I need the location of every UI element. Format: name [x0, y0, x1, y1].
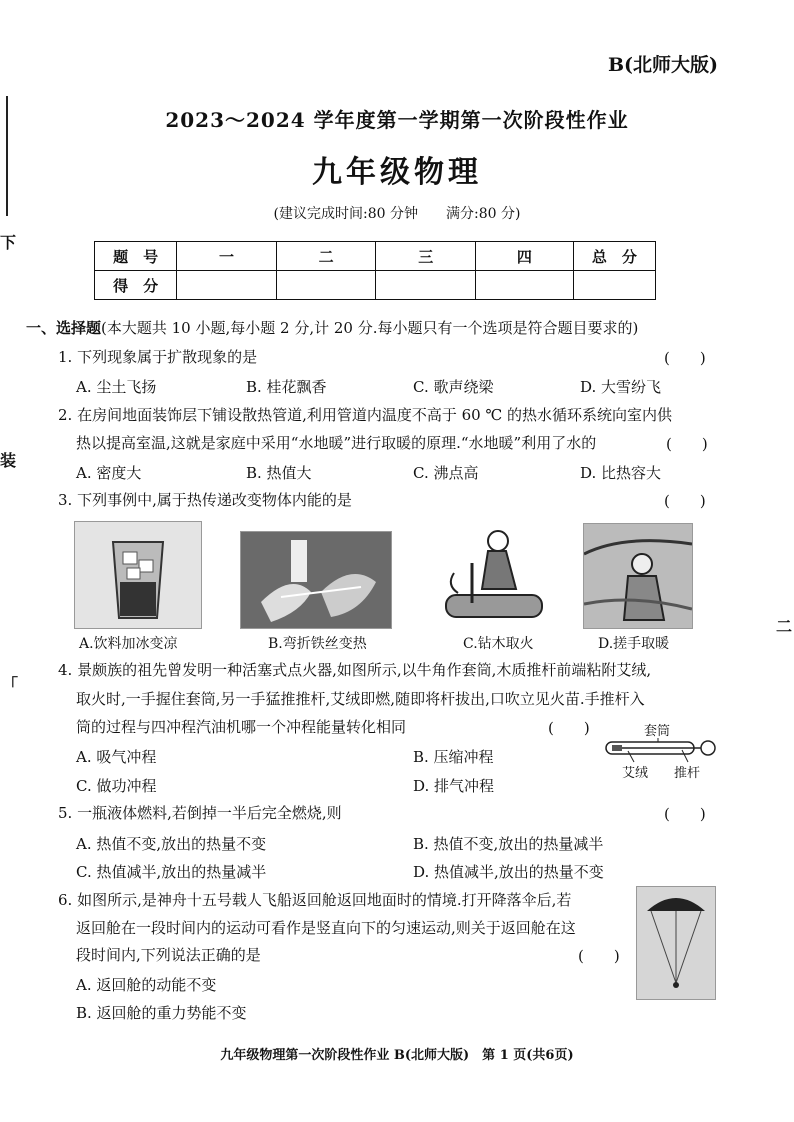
section-desc: (本大题共 10 小题,每小题 2 分,计 20 分.每小题只有一个选项是符合题目要求的): [101, 319, 639, 337]
answer-paren[interactable]: ( ): [666, 435, 708, 453]
page-footer: 九年级物理第一次阶段性作业 B(北师大版) 第 1 页(共6页): [220, 1048, 574, 1063]
table-cell: 得 分: [95, 271, 177, 300]
option: C. 沸点高: [413, 464, 479, 482]
option: D. 比热容大: [580, 464, 662, 482]
table-cell: 题 号: [95, 242, 177, 271]
edition-label: B(北师大版): [607, 54, 718, 76]
question-stem: 筒的过程与四冲程汽油机哪一个冲程能量转化相同: [76, 718, 407, 736]
question-stem: 取火时,一手握住套筒,另一手猛推推杆,艾绒即燃,随即将杆拔出,口吹立见火苗.手推杆入: [76, 690, 645, 708]
table-cell: 一: [177, 242, 277, 271]
answer-paren[interactable]: ( ): [578, 947, 620, 965]
answer-paren[interactable]: ( ): [664, 805, 706, 823]
option: A. 密度大: [76, 464, 142, 482]
table-cell: 三: [376, 242, 476, 271]
table-cell: 四: [476, 242, 574, 271]
figure-label: 套筒: [644, 724, 671, 739]
option: B. 桂花飘香: [246, 378, 327, 396]
score-cell[interactable]: [177, 271, 277, 300]
option: B. 热值不变,放出的热量减半: [413, 835, 604, 853]
exam-title: 2023～2024 学年度第一学期第一次阶段性作业: [165, 108, 629, 132]
image-caption: A.饮料加冰变凉: [79, 636, 178, 652]
image-caption: D.搓手取暖: [598, 636, 670, 652]
fire-piston-drawing: [604, 720, 724, 782]
section-title: 一、选择题: [26, 319, 102, 337]
answer-paren[interactable]: ( ): [548, 719, 590, 737]
option: D. 排气冲程: [413, 777, 495, 795]
question-stem: 6. 如图所示,是神舟十五号载人飞船返回舱返回地面时的情境.打开降落伞后,若: [58, 891, 572, 909]
rubbing-hands-image: [583, 523, 693, 629]
iced-drink-image: [74, 521, 202, 629]
question-stem: 3. 下列事例中,属于热传递改变物体内能的是: [58, 491, 352, 509]
score-cell[interactable]: [476, 271, 574, 300]
option: D. 大雪纷飞: [580, 378, 662, 396]
question-stem: 返回舱在一段时间内的运动可看作是竖直向下的匀速运动,则关于返回舱在这: [76, 919, 576, 937]
option: B. 热值大: [246, 464, 312, 482]
section-heading: [26, 317, 638, 338]
margin-mark: 下: [0, 233, 17, 252]
margin-mark: 「: [2, 675, 19, 694]
score-cell[interactable]: [276, 271, 376, 300]
table-row: [95, 242, 656, 271]
question-stem: 段时间内,下列说法正确的是: [76, 946, 261, 964]
option: A. 热值不变,放出的热量不变: [76, 835, 267, 853]
option: C. 歌声绕梁: [413, 378, 494, 396]
score-cell[interactable]: [376, 271, 476, 300]
figure-label: 推杆: [674, 766, 701, 781]
margin-mark: 装: [0, 451, 17, 470]
question-stem: 热以提高室温,这就是家庭中采用“水地暖”进行取暖的原理.“水地暖”利用了水的: [76, 434, 597, 452]
exam-info: (建议完成时间:80 分钟 满分:80 分): [273, 206, 521, 222]
fire-piston-figure: [604, 720, 724, 782]
option: C. 做功冲程: [76, 777, 157, 795]
option: B. 返回舱的重力势能不变: [76, 1004, 247, 1022]
image-caption: B.弯折铁丝变热: [268, 636, 367, 652]
image-caption: C.钻木取火: [463, 636, 534, 652]
question-stem: 4. 景颇族的祖先曾发明一种活塞式点火器,如图所示,以牛角作套筒,木质推杆前端粘附艾绒,: [58, 661, 652, 679]
question-stem: 5. 一瓶液体燃料,若倒掉一半后完全燃烧,则: [58, 804, 342, 822]
answer-paren[interactable]: ( ): [664, 492, 706, 510]
table-cell: 二: [276, 242, 376, 271]
drilling-fire-image: [436, 523, 552, 627]
table-cell: 总 分: [573, 242, 655, 271]
subject-title: 九年级物理: [312, 155, 482, 190]
margin-mark: 二: [776, 617, 793, 636]
figure-label: 艾绒: [622, 766, 649, 781]
option: B. 压缩冲程: [413, 748, 494, 766]
question-stem: 1. 下列现象属于扩散现象的是: [58, 348, 258, 366]
option: C. 热值减半,放出的热量减半: [76, 863, 267, 881]
option: A. 尘土飞扬: [76, 378, 157, 396]
option: D. 热值减半,放出的热量不变: [413, 863, 604, 881]
table-row: [95, 271, 656, 300]
bending-wire-image: [240, 531, 392, 629]
score-cell[interactable]: [573, 271, 655, 300]
option: A. 吸气冲程: [76, 748, 157, 766]
score-table: [94, 241, 656, 300]
option: A. 返回舱的动能不变: [76, 976, 217, 994]
question-stem: 2. 在房间地面装饰层下铺设散热管道,利用管道内温度不高于 60 ℃ 的热水循环系统向室内供: [58, 406, 673, 424]
answer-paren[interactable]: ( ): [664, 349, 706, 367]
parachute-capsule-image: [636, 886, 716, 1000]
